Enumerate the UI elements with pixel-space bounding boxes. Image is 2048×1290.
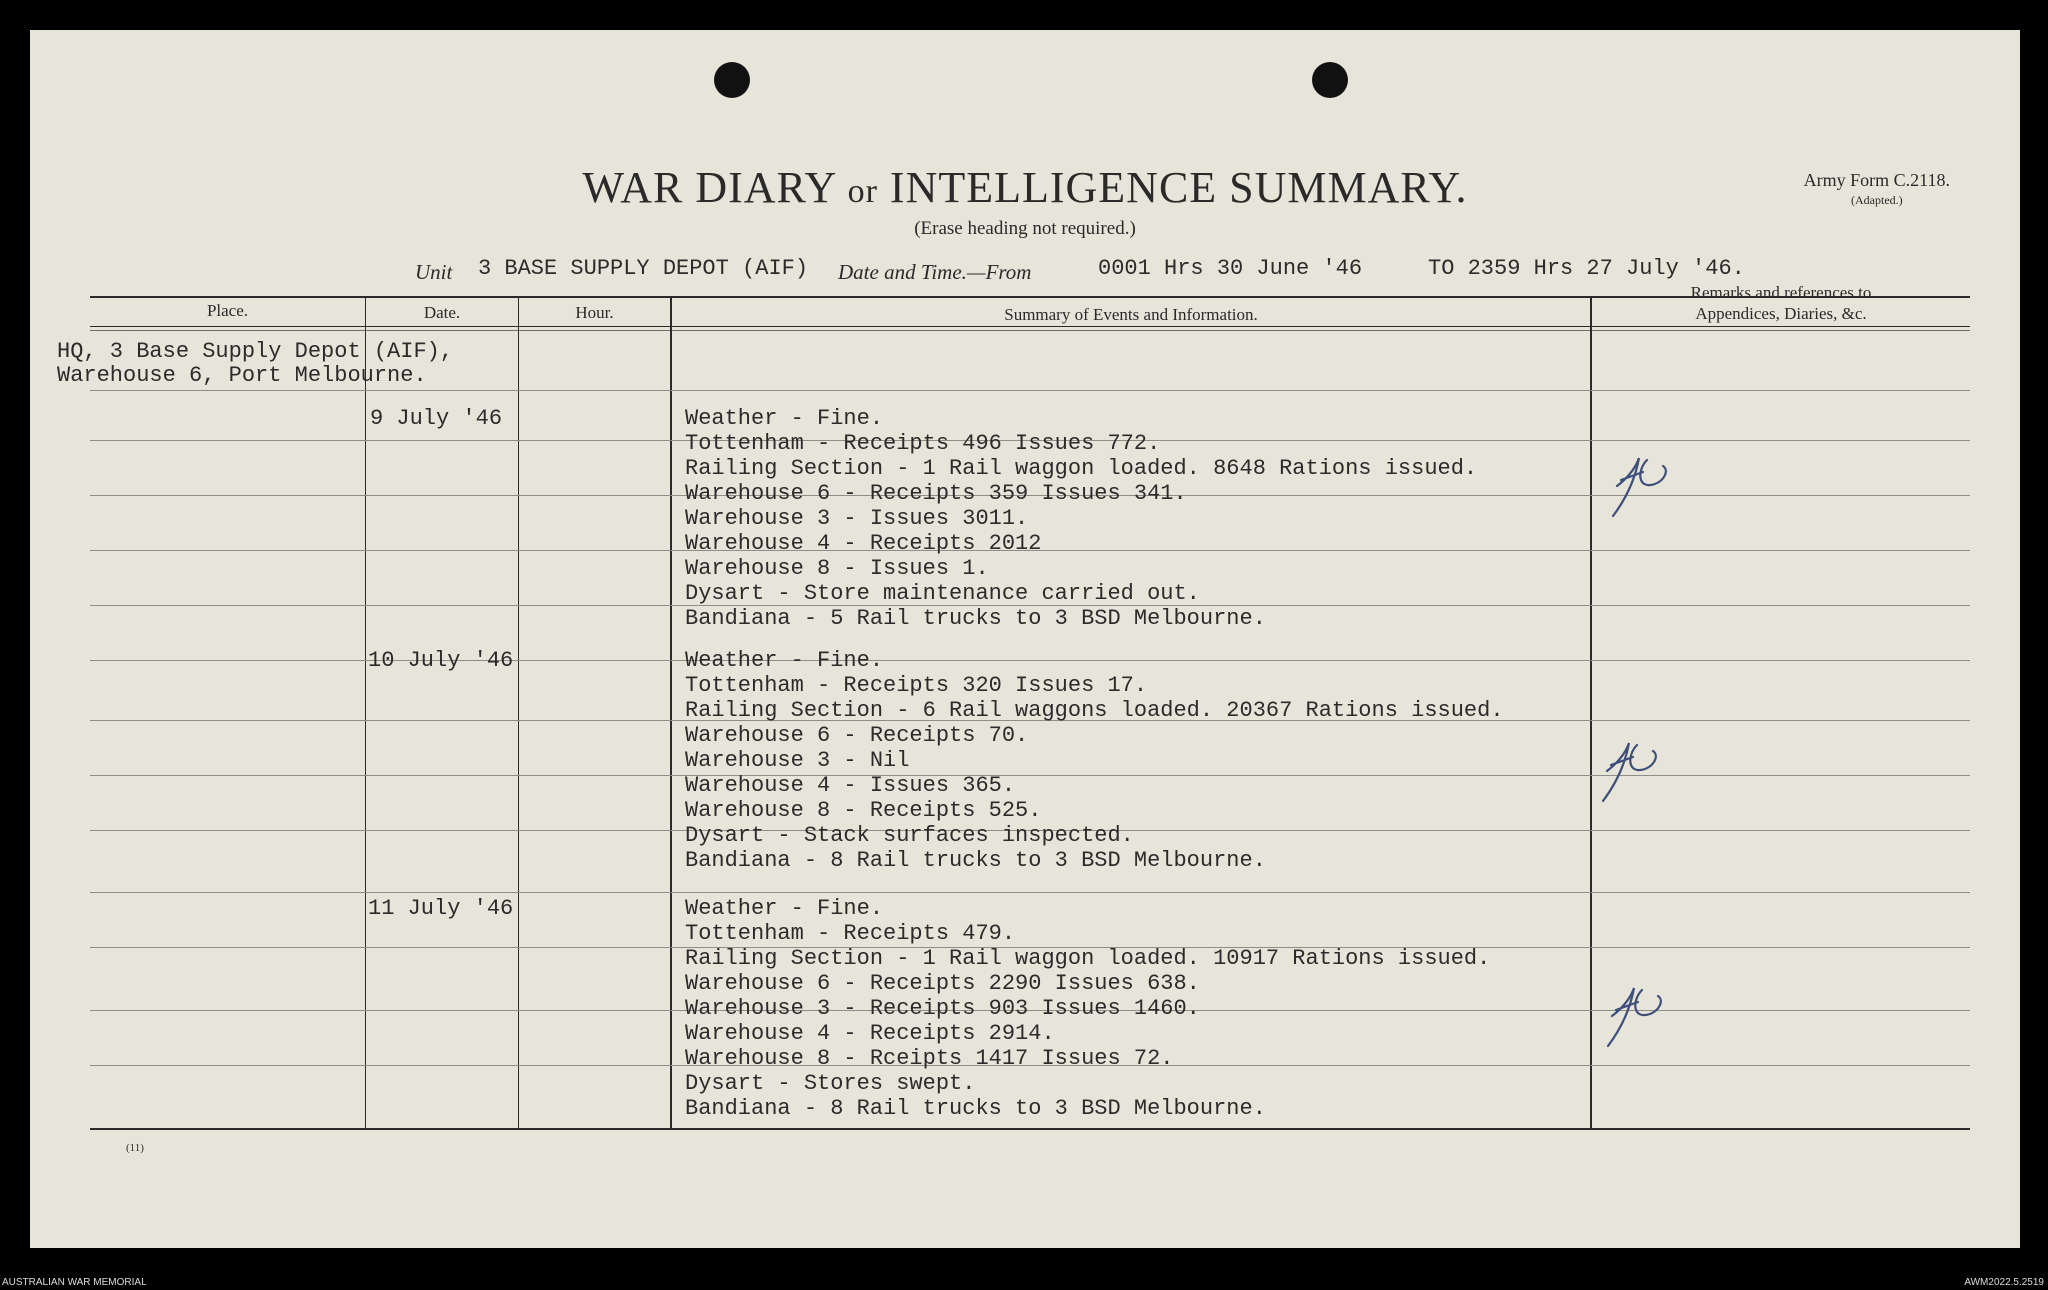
unit-label: Unit	[415, 260, 453, 284]
footer-archive-name: AUSTRALIAN WAR MEMORIAL	[2, 1277, 147, 1288]
to-value: TO 2359 Hrs 27 July '46.	[1428, 256, 1745, 281]
entry-line: Warehouse 3 - Issues 3011.	[685, 506, 1029, 531]
entry-line: Bandiana - 8 Rail trucks to 3 BSD Melbourne.	[685, 1096, 1266, 1121]
handwritten-initials-1	[1595, 450, 1695, 520]
table-bottom-rule	[90, 1128, 1970, 1130]
diary-page	[30, 30, 2020, 1248]
column-header-place: Place.	[206, 301, 249, 320]
entry-line: Warehouse 6 - Receipts 2290 Issues 638.	[685, 971, 1200, 996]
entry-line: Warehouse 3 - Receipts 903 Issues 1460.	[685, 996, 1200, 1021]
entry-line: Bandiana - 5 Rail trucks to 3 BSD Melbourne.	[685, 606, 1266, 631]
entry-line: Warehouse 6 - Receipts 70.	[685, 723, 1029, 748]
date-cell-1: 9 July '46	[370, 406, 503, 431]
entry-line: Warehouse 8 - Rceipts 1417 Issues 72.	[685, 1046, 1174, 1071]
entry-block-3	[685, 896, 1490, 1121]
ruled-line	[90, 390, 1970, 391]
entry-line: Warehouse 4 - Receipts 2914.	[685, 1021, 1055, 1046]
date-cell-2: 10 July '46	[368, 648, 514, 673]
entry-line: Warehouse 4 - Issues 365.	[685, 773, 1016, 798]
entry-line: Tottenham - Receipts 496 Issues 772.	[685, 431, 1161, 456]
page-subtitle: (Erase heading not required.)	[914, 218, 1136, 239]
entry-block-1	[685, 406, 1477, 631]
entry-line: Dysart - Stores swept.	[685, 1071, 976, 1096]
entry-block-2	[685, 648, 1504, 873]
column-header-hour: Hour.	[575, 303, 614, 322]
footer-accession-number: AWM2022.5.2519	[1964, 1277, 2044, 1288]
entry-line: Warehouse 4 - Receipts 2012	[685, 531, 1042, 556]
entry-line: Weather - Fine.	[685, 896, 884, 921]
date-cell-3: 11 July '46	[368, 896, 514, 921]
place-line-1: HQ, 3 Base Supply Depot (AIF),	[57, 339, 454, 364]
ruled-line	[90, 892, 1970, 893]
entry-line: Railing Section - 6 Rail waggons loaded. 20367 Rations issued.	[685, 698, 1504, 723]
entry-line: Dysart - Stack surfaces inspected.	[685, 823, 1134, 848]
column-divider-place	[365, 296, 366, 1128]
column-header-date: Date.	[423, 303, 461, 322]
entry-line: Bandiana - 8 Rail trucks to 3 BSD Melbourne.	[685, 848, 1266, 873]
column-header-summary: Summary of Events and Information.	[1004, 305, 1258, 324]
entry-line: Warehouse 8 - Issues 1.	[685, 556, 989, 581]
punch-hole-right	[1312, 62, 1348, 98]
form-number: (11)	[126, 1142, 144, 1154]
from-value: 0001 Hrs 30 June '46	[1098, 256, 1363, 281]
unit-value: 3 BASE SUPPLY DEPOT (AIF)	[478, 256, 809, 281]
entry-line: Tottenham - Receipts 320 Issues 17.	[685, 673, 1148, 698]
column-header-remarks	[1592, 282, 1970, 324]
handwritten-initials-3	[1590, 980, 1690, 1050]
army-form-label	[1804, 170, 1950, 210]
table-header-rule-lower	[90, 330, 1970, 331]
entry-line: Dysart - Store maintenance carried out.	[685, 581, 1200, 606]
title-or: or	[847, 173, 878, 210]
page-title	[30, 162, 2020, 213]
title-intelligence-summary: INTELLIGENCE SUMMARY.	[889, 163, 1468, 212]
column-divider-hour	[670, 296, 672, 1128]
table-header-rule	[90, 326, 1970, 327]
title-war-diary: WAR DIARY	[582, 163, 836, 212]
remarks-header-line-2: Appendices, Diaries, &c.	[1695, 304, 1867, 323]
place-cell	[57, 340, 453, 388]
entry-line: Warehouse 8 - Receipts 525.	[685, 798, 1042, 823]
entry-line: Weather - Fine.	[685, 406, 884, 431]
entry-line: Tottenham - Receipts 479.	[685, 921, 1016, 946]
remarks-header-line-1: Remarks and references to	[1690, 283, 1872, 302]
entry-line: Weather - Fine.	[685, 648, 884, 673]
handwritten-initials-2	[1585, 735, 1685, 805]
army-form-adapted: (Adapted.)	[1851, 193, 1903, 207]
column-divider-date	[518, 296, 519, 1128]
place-line-2: Warehouse 6, Port Melbourne.	[57, 363, 427, 388]
entry-line: Warehouse 6 - Receipts 359 Issues 341.	[685, 481, 1187, 506]
punch-hole-left	[714, 62, 750, 98]
entry-line: Railing Section - 1 Rail waggon loaded. 10917 Rations issued.	[685, 946, 1491, 971]
date-time-label: Date and Time.—From	[838, 260, 1032, 284]
entry-line: Railing Section - 1 Rail waggon loaded. 8648 Rations issued.	[685, 456, 1478, 481]
army-form-number: Army Form C.2118.	[1803, 170, 1950, 190]
entry-line: Warehouse 3 - Nil	[685, 748, 910, 773]
